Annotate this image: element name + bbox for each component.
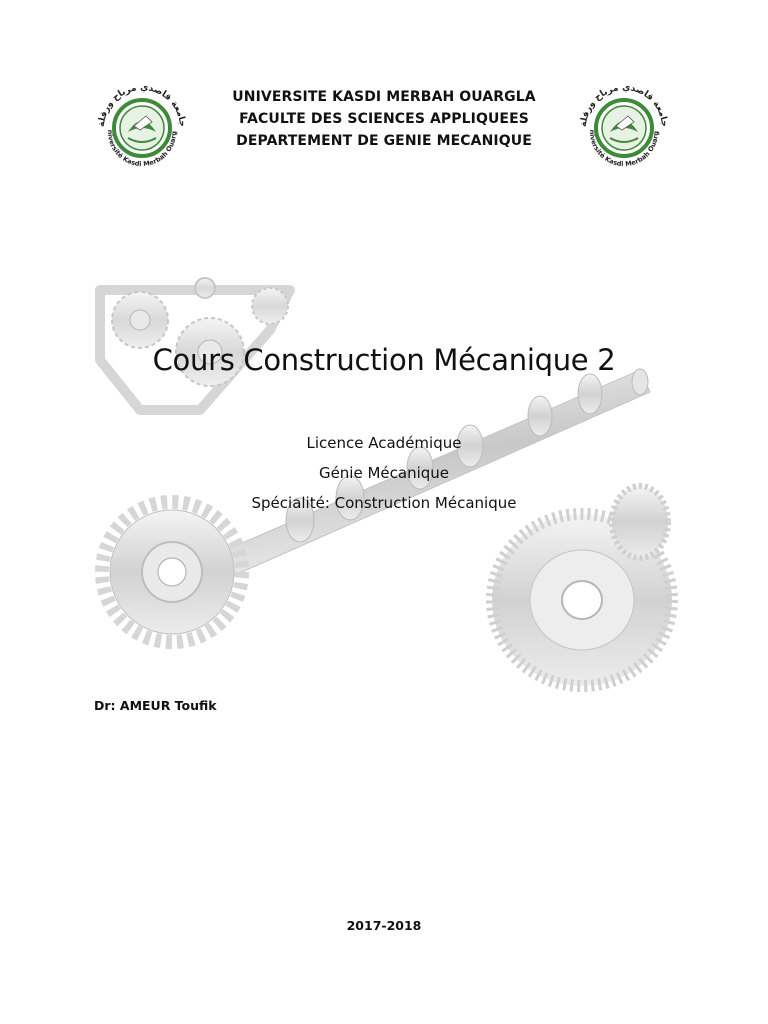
institution-header (184, 86, 584, 152)
department-name: DEPARTEMENT DE GENIE MECANIQUE (236, 133, 532, 149)
author-name: Dr: AMEUR Toufik (94, 698, 217, 713)
seal-arabic-text: جامعة قاصدي مرباح ورقلة (96, 82, 188, 128)
degree-level: Licence Académique (306, 434, 462, 452)
spur-gear-icon (102, 502, 242, 642)
seal-latin-text: niversité Kasdi Merbah Ouarg (587, 129, 661, 169)
academic-year: 2017-2018 (346, 918, 422, 933)
course-details (0, 428, 768, 518)
university-logo-left (94, 80, 190, 176)
university-seal-icon (94, 80, 190, 176)
course-title: Cours Construction Mécanique 2 (152, 343, 616, 377)
specialty: Spécialité: Construction Mécanique (251, 494, 517, 512)
university-seal-icon (576, 80, 672, 176)
seal-arabic-text: جامعة قاصدي مرباح ورقلة (578, 82, 670, 128)
field-of-study: Génie Mécanique (318, 464, 450, 482)
university-logo-right (576, 80, 672, 176)
seal-latin-text: niversité Kasdi Merbah Ouarg (105, 129, 179, 169)
faculty-name: FACULTE DES SCIENCES APPLIQUEES (239, 111, 529, 127)
university-name: UNIVERSITE KASDI MERBAH OUARGLA (232, 89, 536, 105)
